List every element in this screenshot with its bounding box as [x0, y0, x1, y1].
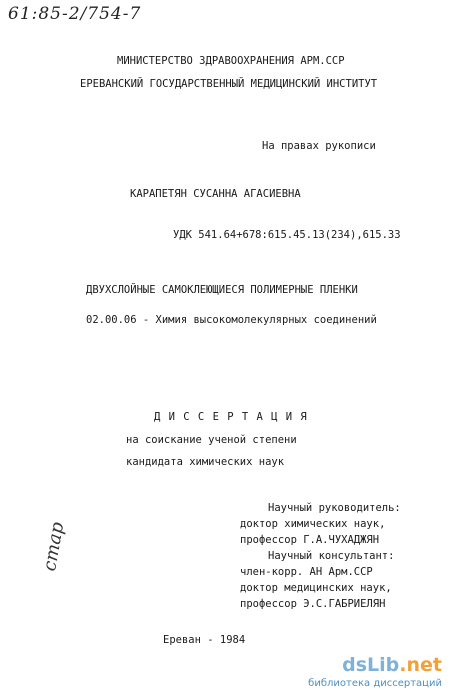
watermark-caption: библиотека диссертаций	[308, 678, 442, 689]
consultant-name: профессор Э.С.ГАБРИЕЛЯН	[240, 598, 386, 610]
consultant-label: Научный консультант:	[268, 550, 395, 562]
ministry-heading: МИНИСТЕРСТВО ЗДРАВООХРАНЕНИЯ АРМ.ССР	[117, 55, 345, 67]
rights-note: На правах рукописи	[262, 140, 376, 152]
consultant-degree: доктор медицинских наук,	[240, 582, 392, 594]
supervisor-label: Научный руководитель:	[268, 502, 401, 514]
supervisor-name: профессор Г.А.ЧУХАДЖЯН	[240, 534, 380, 546]
author-name: КАРАПЕТЯН СУСАННА АГАСИЕВНА	[130, 188, 301, 200]
specialty-line: 02.00.06 - Химия высокомолекулярных соединений	[86, 314, 377, 326]
degree-line-1: на соискание ученой степени	[126, 434, 297, 446]
watermark-logo	[282, 654, 442, 694]
archive-code: 61:85-2/754-7	[8, 4, 142, 24]
place-year: Ереван - 1984	[163, 634, 246, 646]
handwritten-stamp: стар	[39, 520, 69, 573]
watermark-logo-text: dsLib.net	[342, 654, 442, 676]
degree-line-2: кандидата химических наук	[126, 456, 285, 468]
document-type: Д И С С Е Р Т А Ц И Я	[154, 411, 308, 423]
institute-heading: ЕРЕВАНСКИЙ ГОСУДАРСТВЕННЫЙ МЕДИЦИНСКИЙ ИНСТИТУТ	[80, 78, 378, 90]
consultant-rank: член-корр. АН Арм.ССР	[240, 566, 373, 578]
supervisor-degree: доктор химических наук,	[240, 518, 386, 530]
dissertation-title: ДВУХСЛОЙНЫЕ САМОКЛЕЮЩИЕСЯ ПОЛИМЕРНЫЕ ПЛЕНКИ	[86, 284, 358, 296]
udk-code: УДК 541.64+678:615.45.13(234),615.33	[173, 229, 401, 241]
